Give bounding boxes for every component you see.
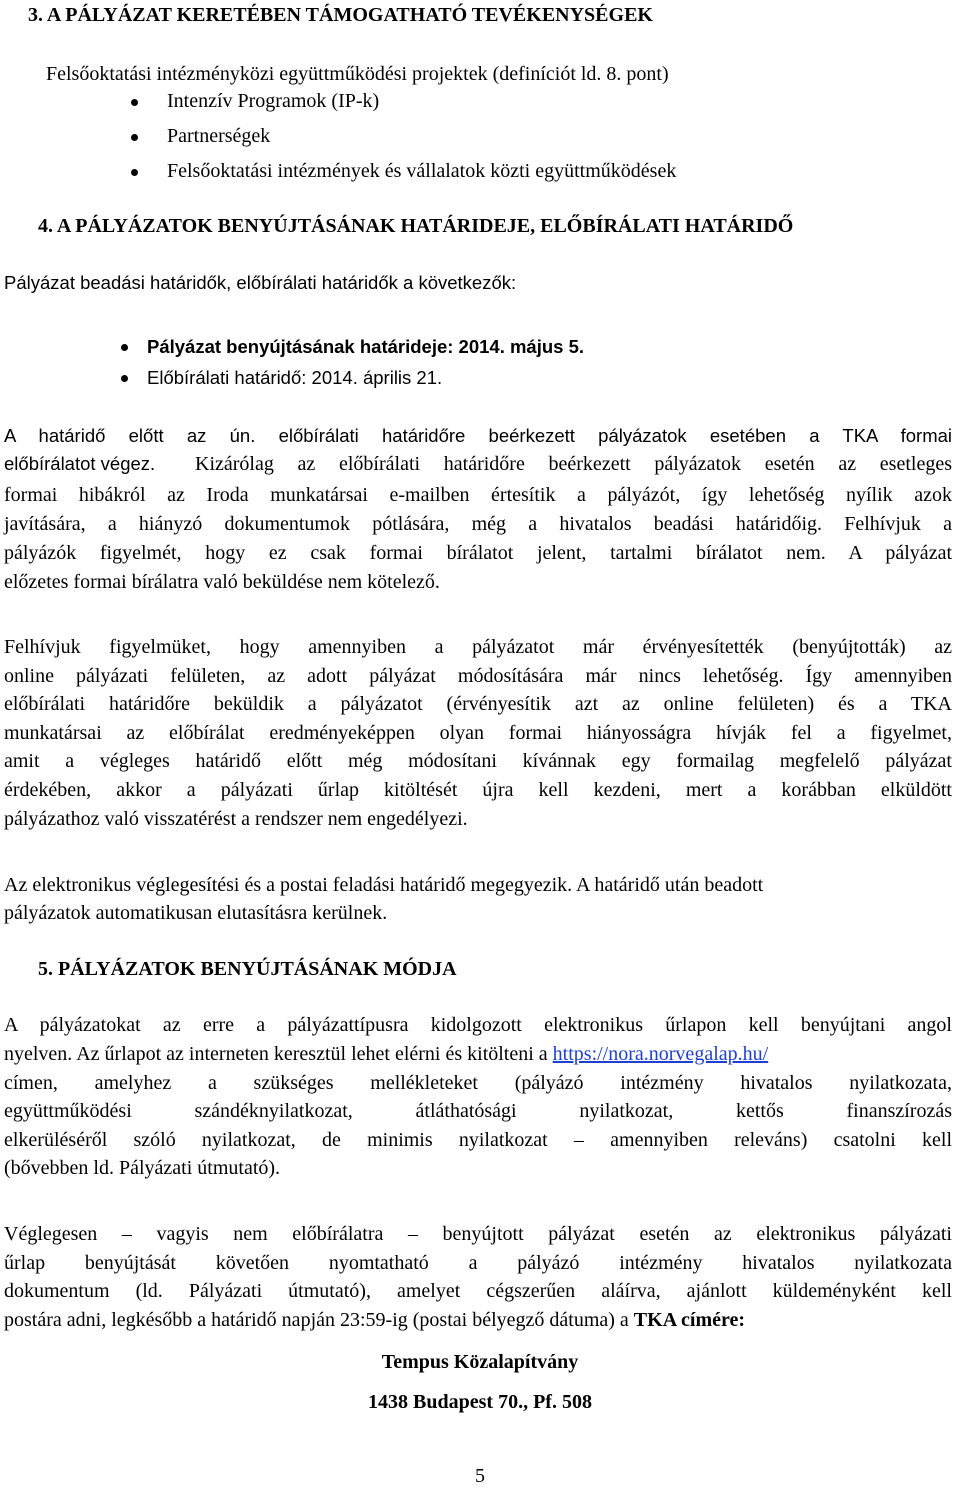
paragraph-text: postára adni, legkésőbb a határidő napján 23:59-ig (postai bélyegző dátuma) a [4, 1309, 634, 1331]
paragraph-line: elkerüléséről szóló nyilatkozat, de minimis nyilatkozat – amennyiben releváns) csatolni kell [4, 1129, 952, 1151]
pre-review-deadline: Előbírálati határidő: 2014. április 21. [147, 367, 443, 388]
paragraph-line: címen, amelyhez a szükséges mellékleteket (pályázó intézmény hivatalos nyilatkozata, [4, 1072, 952, 1094]
paragraph-line: előbírálatot végez. [4, 453, 156, 474]
paragraph-line: pályázók figyelmét, hogy ez csak formai bírálatot jelent, tartalmi bírálatot nem. A pályázat [4, 542, 952, 564]
list-item: Partnerségek [167, 125, 271, 147]
section-3-heading: 3. A PÁLYÁZAT KERETÉBEN TÁMOGATHATÓ TEVÉKENYSÉGEK [28, 4, 653, 26]
bullet-icon [121, 344, 128, 351]
list-item: Intenzív Programok (IP-k) [167, 90, 380, 112]
paragraph-line [4, 1308, 745, 1332]
paragraph-line: Az elektronikus véglegesítési és a postai feladási határidő megegyezik. A határidő után beadott [4, 874, 764, 896]
paragraph-line: pályázathoz való visszatérést a rendszer nem engedélyezi. [4, 808, 468, 830]
bullet-icon [121, 375, 128, 382]
paragraph-line: előbírálati határidőre beküldik a pályázatot (érvényesítik azt az online felületen) és a TKA [4, 693, 952, 715]
paragraph-line: dokumentum (ld. Pályázati útmutató), amelyet cégszerűen aláírva, ajánlott küldeményként kell [4, 1280, 952, 1302]
paragraph-line: űrlap benyújtását követően nyomtatható a pályázó intézmény hivatalos nyilatkozata [4, 1252, 952, 1274]
nora-link[interactable]: https://nora.norvegalap.hu/ [552, 1043, 769, 1065]
bullet-icon [131, 134, 138, 141]
paragraph-line: amit a végleges határidő előtt még módosítani kívánnak egy formailag megfelelő pályázat [4, 750, 952, 772]
tka-address-label: TKA címére: [633, 1309, 746, 1331]
paragraph-line: pályázatok automatikusan elutasításra kerülnek. [4, 902, 388, 924]
section-3-intro: Felsőoktatási intézményközi együttműködési projektek (definíciót ld. 8. pont) [46, 63, 669, 85]
paragraph-line: formai hibákról az Iroda munkatársai e-mailben értesítik a pályázót, így lehetőség nyílik azok [4, 484, 952, 506]
paragraph-line: együttműködési szándéknyilatkozat, átláthatósági nyilatkozat, kettős finanszírozás [4, 1100, 952, 1122]
paragraph-line [4, 1042, 768, 1066]
paragraph-line: munkatársai az előbírálat eredményeképpen olyan formai hiányosságra hívják fel a figyelmet, [4, 722, 952, 744]
paragraph-line: javítására, a hiányzó dokumentumok pótlására, még a hivatalos beadási határidőig. Felhívjuk a [4, 513, 952, 535]
address-line: 1438 Budapest 70., Pf. 508 [368, 1391, 592, 1413]
address-name: Tempus Közalapítvány [381, 1351, 579, 1373]
paragraph-line: érdekében, akkor a pályázati űrlap kitöltését újra kell kezdeni, mert a korábban elküldött [4, 779, 952, 801]
paragraph-line: online pályázati felületen, az adott pályázat módosítására már nincs lehetőség. Így amennyiben [4, 665, 952, 687]
submission-deadline: Pályázat benyújtásának határideje: 2014. május 5. [147, 336, 585, 357]
bullet-icon [131, 99, 138, 106]
section-5-heading: 5. PÁLYÁZATOK BENYÚJTÁSÁNAK MÓDJA [38, 958, 457, 980]
paragraph-line: A pályázatokat az erre a pályázattípusra kidolgozott elektronikus űrlapon kell benyújtani angol [4, 1014, 952, 1036]
paragraph-line: Véglegesen – vagyis nem előbírálatra – benyújtott pályázat esetén az elektronikus pályázati [4, 1223, 952, 1245]
list-item: Felsőoktatási intézmények és vállalatok közti együttműködések [167, 160, 677, 182]
section-4-intro: Pályázat beadási határidők, előbírálati határidők a következők: [4, 272, 517, 293]
bullet-icon [131, 169, 138, 176]
paragraph-line: A határidő előtt az ún. előbírálati határidőre beérkezett pályázatok esetében a TKA formai [4, 425, 952, 446]
paragraph-line: Felhívjuk figyelmüket, hogy amennyiben a pályázatot már érvényesítették (benyújtották) az [4, 636, 952, 658]
page-number: 5 [475, 1465, 485, 1487]
paragraph-line: Kizárólag az előbírálati határidőre beérkezett pályázatok esetén az esetleges [195, 453, 952, 475]
paragraph-line: (bővebben ld. Pályázati útmutató). [4, 1157, 281, 1179]
paragraph-line: előzetes formai bírálatra való beküldése nem kötelező. [4, 571, 440, 593]
paragraph-text: nyelven. Az űrlapot az interneten keresztül lehet elérni és kitölteni a [4, 1043, 553, 1065]
section-4-heading: 4. A PÁLYÁZATOK BENYÚJTÁSÁNAK HATÁRIDEJE, ELŐBÍRÁLATI HATÁRIDŐ [38, 215, 794, 237]
